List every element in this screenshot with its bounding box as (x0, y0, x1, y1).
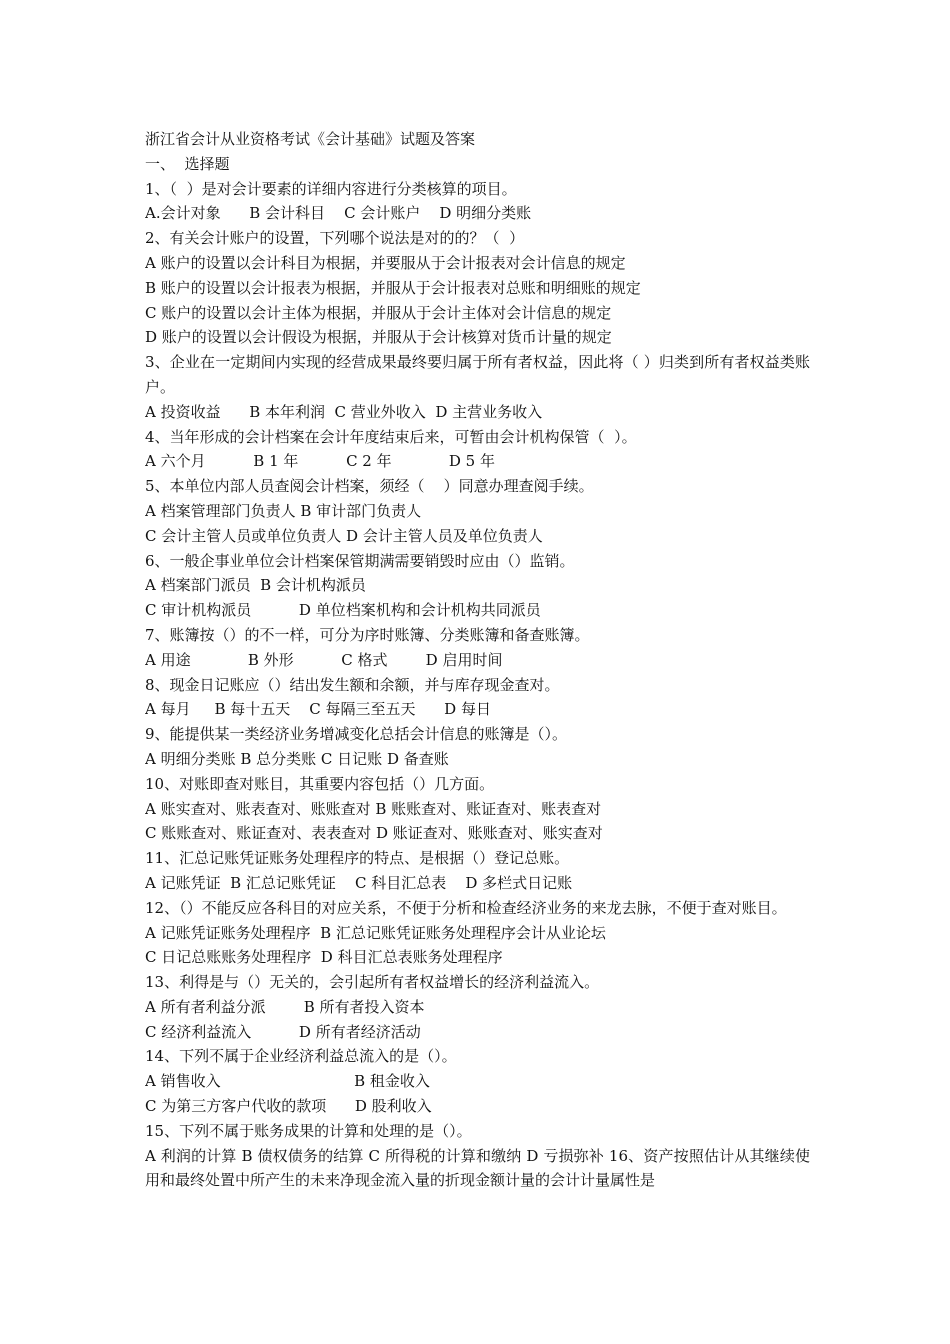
options-6ab: A 档案部门派员 B 会计机构派员 (145, 576, 366, 595)
options-12ab: A 记账凭证账务处理程序 B 汇总记账凭证账务处理程序会计从业论坛 (145, 923, 606, 942)
option-2b: B 账户的设置以会计报表为根据，并服从于会计报表对总账和明细账的规定 (145, 278, 641, 297)
question-15: 15、下列不属于账务成果的计算和处理的是（）。 (145, 1121, 472, 1140)
option-2c: C 账户的设置以会计主体为根据，并服从于会计主体对会计信息的规定 (145, 303, 612, 322)
question-10: 10、对账即查对账目，其重要内容包括（）几方面。 (145, 774, 495, 793)
options-9: A 明细分类账 B 总分类账 C 日记账 D 备查账 (145, 749, 449, 768)
question-11: 11、汇总记账凭证账务处理程序的特点、是根据（）登记总账。 (145, 849, 570, 868)
options-14ab: A 销售收入 B 租金收入 (145, 1072, 430, 1091)
question-4: 4、当年形成的会计档案在会计年度结束后来，可暂由会计机构保管（ ）。 (145, 427, 637, 446)
question-6: 6、一般企事业单位会计档案保管期满需要销毁时应由（）监销。 (145, 551, 575, 570)
section-heading: 一、 选择题 (145, 154, 230, 173)
option-2d: D 账户的设置以会计假设为根据，并服从于会计核算对货币计量的规定 (145, 328, 612, 347)
options-7: A 用途 B 外形 C 格式 D 启用时间 (145, 650, 503, 669)
question-1: 1、（ ）是对会计要素的详细内容进行分类核算的项目。 (145, 179, 517, 198)
options-10ab: A 账实查对、账表查对、账账查对 B 账账查对、账证查对、账表查对 (145, 799, 602, 818)
options-8: A 每月 B 每十五天 C 每隔三至五天 D 每日 (145, 700, 491, 719)
options-3: A 投资收益 B 本年利润 C 营业外收入 D 主营业务收入 (145, 402, 543, 421)
options-5ab: A 档案管理部门负责人 B 审计部门负责人 (145, 501, 422, 520)
question-5: 5、本单位内部人员查阅会计档案，须经（ ）同意办理查阅手续。 (145, 477, 594, 496)
options-6cd: C 审计机构派员 D 单位档案机构和会计机构共同派员 (145, 601, 541, 620)
question-9: 9、能提供某一类经济业务增减变化总括会计信息的账簿是（）。 (145, 725, 568, 744)
question-12: 12、（）不能反应各科目的对应关系，不便于分析和检查经济业务的来龙去脉，不便于查对账目。 (145, 898, 787, 917)
options-11: A 记账凭证 B 汇总记账凭证 C 科目汇总表 D 多栏式日记账 (145, 873, 573, 892)
document-body (145, 127, 810, 1193)
document-title: 浙江省会计从业资格考试《会计基础》试题及答案 (145, 130, 476, 148)
question-7: 7、账簿按（）的不一样，可分为序时账簿、分类账簿和备查账簿。 (145, 625, 590, 644)
options-1: A.会计对象 B 会计科目 C 会计账户 D 明细分类账 (145, 204, 532, 223)
option-2a: A 账户的设置以会计科目为根据，并要服从于会计报表对会计信息的规定 (145, 253, 626, 272)
options-13ab: A 所有者利益分派 B 所有者投入资本 (145, 997, 425, 1016)
options-5cd: C 会计主管人员或单位负责人 D 会计主管人员及单位负责人 (145, 526, 543, 545)
options-15-and-question-16: A 利润的计算 B 债权债务的结算 C 所得税的计算和缴纳 D 亏损弥补 16、资产按照估计从其继续使用和最终处置中所产生的未来净现金流入量的折现金额计量的会计计量属性是 (145, 1146, 810, 1190)
options-14cd: C 为第三方客户代收的款项 D 股利收入 (145, 1097, 432, 1116)
options-4: A 六个月 B 1 年 C 2 年 D 5 年 (145, 452, 495, 471)
question-3: 3、企业在一定期间内实现的经营成果最终要归属于所有者权益，因此将（ ）归类到所有者权益类账户。 (145, 353, 810, 396)
options-13cd: C 经济利益流入 D 所有者经济活动 (145, 1022, 421, 1041)
options-10cd: C 账账查对、账证查对、表表查对 D 账证查对、账账查对、账实查对 (145, 824, 603, 843)
options-12cd: C 日记总账账务处理程序 D 科目汇总表账务处理程序 (145, 948, 503, 967)
question-14: 14、下列不属于企业经济利益总流入的是（）。 (145, 1047, 457, 1066)
question-8: 8、现金日记账应（）结出发生额和余额，并与库存现金查对。 (145, 675, 560, 694)
question-2: 2、有关会计账户的设置，下列哪个说法是对的的？（ ） (145, 229, 525, 248)
question-13: 13、利得是与（）无关的，会引起所有者权益增长的经济利益流入。 (145, 973, 600, 992)
